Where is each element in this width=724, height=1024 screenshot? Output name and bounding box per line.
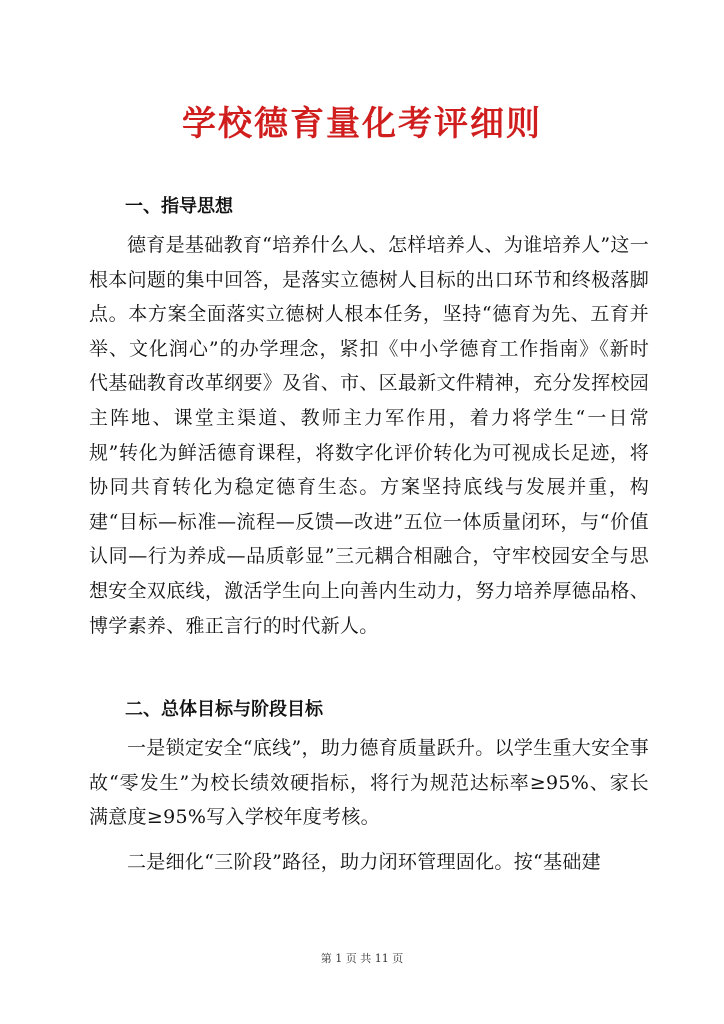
document-title: 学校德育量化考评细则 — [182, 104, 542, 144]
section-heading: 二、总体目标与阶段目标 — [125, 699, 323, 721]
section-heading: 一、指导思想 — [125, 196, 233, 217]
paragraph: 二是细化“三阶段”路径，助力闭环管理固化。按“基础建 — [127, 850, 601, 873]
paragraph: 一是锁定安全“底线”，助力德育质量跃升。以学生重大安全事故“零发生”为校长绩效硬指标，将行为规范达标率≥95%、家长满意度≥95%写入学校年度考核。 — [89, 737, 649, 829]
document-body — [89, 190, 649, 880]
page-number-footer: 第 1 页 共 11 页 — [320, 952, 404, 965]
paragraph: 德育是基础教育“培养什么人、怎样培养人、为谁培养人”这一根本问题的集中回答，是落实立德树人目标的出口环节和终极落脚点。本方案全面落实立德树人根本任务，坚持“德育为先、五育并举、文化润心”的办学理念，紧扣《中小学德育工作指南》《新时代基础教育改革纲要》及省、市、区最新文件精神，充分发挥校园主阵地、课堂主渠道、教师主力军作用，着力将学生“一日常规”转化为鲜活德育课程，将数字化评价转化为可视成长足迹，将协同共育转化为稳定德育生态。方案坚持底线与发展并重，构建“目标—标准—流程—反馈—改进”五位一体质量闭环，与“价值认同—行为养成—品质彰显”三元耦合相融合，守牢校园安全与思想安全双底线，激活学生向上向善内生动力，努力培养厚德品格、博学素养、雅正言行的时代新人。 — [89, 234, 649, 637]
